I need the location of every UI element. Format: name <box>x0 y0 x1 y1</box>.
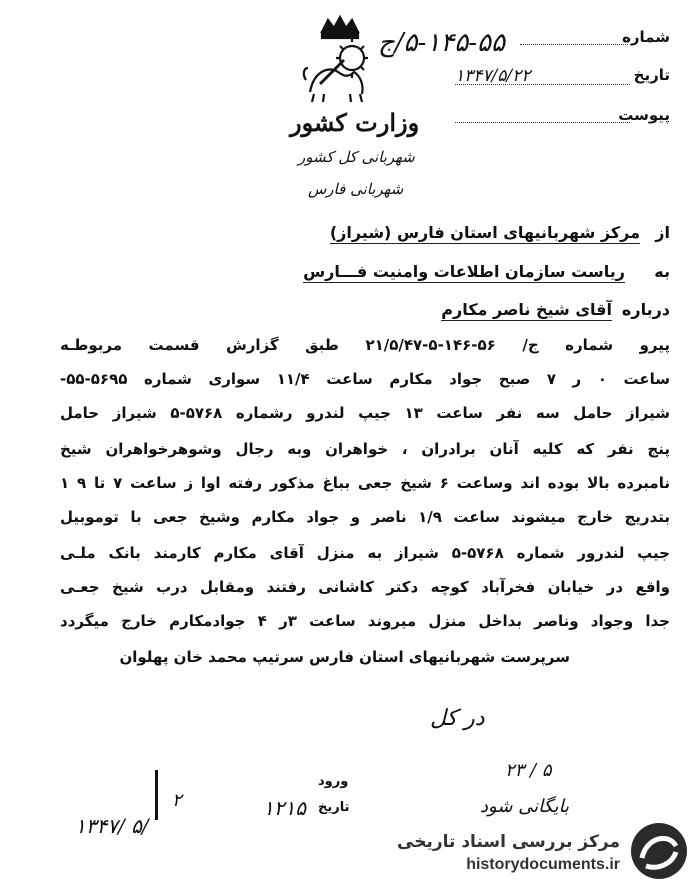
body-line-4: پنج نفر که کلیه آنان برادران ، خواهران وبه رجال وشوهرخواهران شیخ <box>60 440 670 458</box>
stamp-received-label: ورود <box>318 774 349 789</box>
number-label: شماره <box>622 28 670 46</box>
attachment-label: پیوست <box>618 106 670 124</box>
stamp-side-number: ۲ <box>172 790 182 811</box>
lion-and-sun-emblem-icon <box>300 14 380 106</box>
body-line-7: جیپ لندرور شماره ۵۷۶۸-۵ شیراز به منزل آقای مکارم کارمند بانک ملـی <box>60 544 670 562</box>
body-line-3: شیراز حامل سه نفر ساعت ۱۳ جیپ لندرو رشماره ۵۷۶۸-۵ شیراز حامل <box>60 404 670 422</box>
department-line-1: شهربانی کل کشور <box>298 148 415 166</box>
from-value: مرکز شهربانیهای استان فارس (شیراز) <box>329 223 640 242</box>
stamp-number: ۱۲۱۵ <box>263 796 306 820</box>
date-label: تاریخ <box>633 66 670 84</box>
watermark-title: مرکز بررسی اسناد تاریخی <box>397 832 620 852</box>
body-line-1: پیرو شماره ج/ ۵۶-۱۴۶-۵-۲۱/۵/۴۷ طبق گزارش قسمت مربوطـه <box>60 336 670 354</box>
handwritten-note-1: در کل <box>430 706 485 731</box>
received-stamp <box>155 770 378 820</box>
department-line-2: شهربانی فارس <box>308 180 404 198</box>
archive-logo-icon <box>628 820 690 882</box>
body-line-2: ساعت ۰ ر ۷ صبح جواد مکارم ساعت ۱۱/۴ سواری شماره ۵۶۹۵-۵۵- <box>60 370 670 388</box>
body-line-5: نامبرده بالا بوده اند وساعت ۶ شیخ جعی بباغ مذکور رفته اوا ز ساعت ۷ تا ۹ ۱ <box>60 474 670 492</box>
body-line-8: واقع در خیابان فخرآباد کوچه دکتر کاشانی رفتند ومقابل درب شیخ جعـی <box>60 578 670 596</box>
subject-value: آقای شیخ ناصر مکارم <box>441 300 612 319</box>
subject-label: درباره <box>621 300 670 319</box>
number-value: ۵-۱۴۵-۵۵/ج <box>378 28 505 58</box>
attachment-dotted-line <box>455 122 630 123</box>
footer-date: ۱۳۴۷/ ۵/ <box>75 814 149 838</box>
body-line-6: بتدریج خارج میشوند ساعت ۱/۹ ناصر و جواد مکارم وشیخ جعی با توموبیل <box>60 508 670 526</box>
signature-line: سرپرست شهربانیهای استان فارس سرتیپ محمد خان پهلوان <box>119 648 570 666</box>
watermark-url: historydocuments.ir <box>466 856 620 873</box>
date-value: ۱۳۴۷/۵/۲۲ <box>455 66 531 86</box>
number-dotted-line <box>520 44 628 45</box>
ministry-name: وزارت کشور <box>290 108 420 137</box>
to-value: ریاست سازمان اطلاعات وامنیت فـــارس <box>303 262 625 281</box>
stamp-date-label: تاریخ <box>318 800 350 815</box>
body-line-9: جدا وجواد وناصر بداخل منزل میروند ساعت ۳ر ۴ جوادمکارم خارج میگردد <box>60 612 670 630</box>
handwritten-note-2: ۲۳ / ۵ <box>505 760 552 781</box>
to-label: به <box>654 262 670 281</box>
handwritten-note-3: بایگانی شود <box>480 796 570 817</box>
from-label: از <box>655 223 670 242</box>
